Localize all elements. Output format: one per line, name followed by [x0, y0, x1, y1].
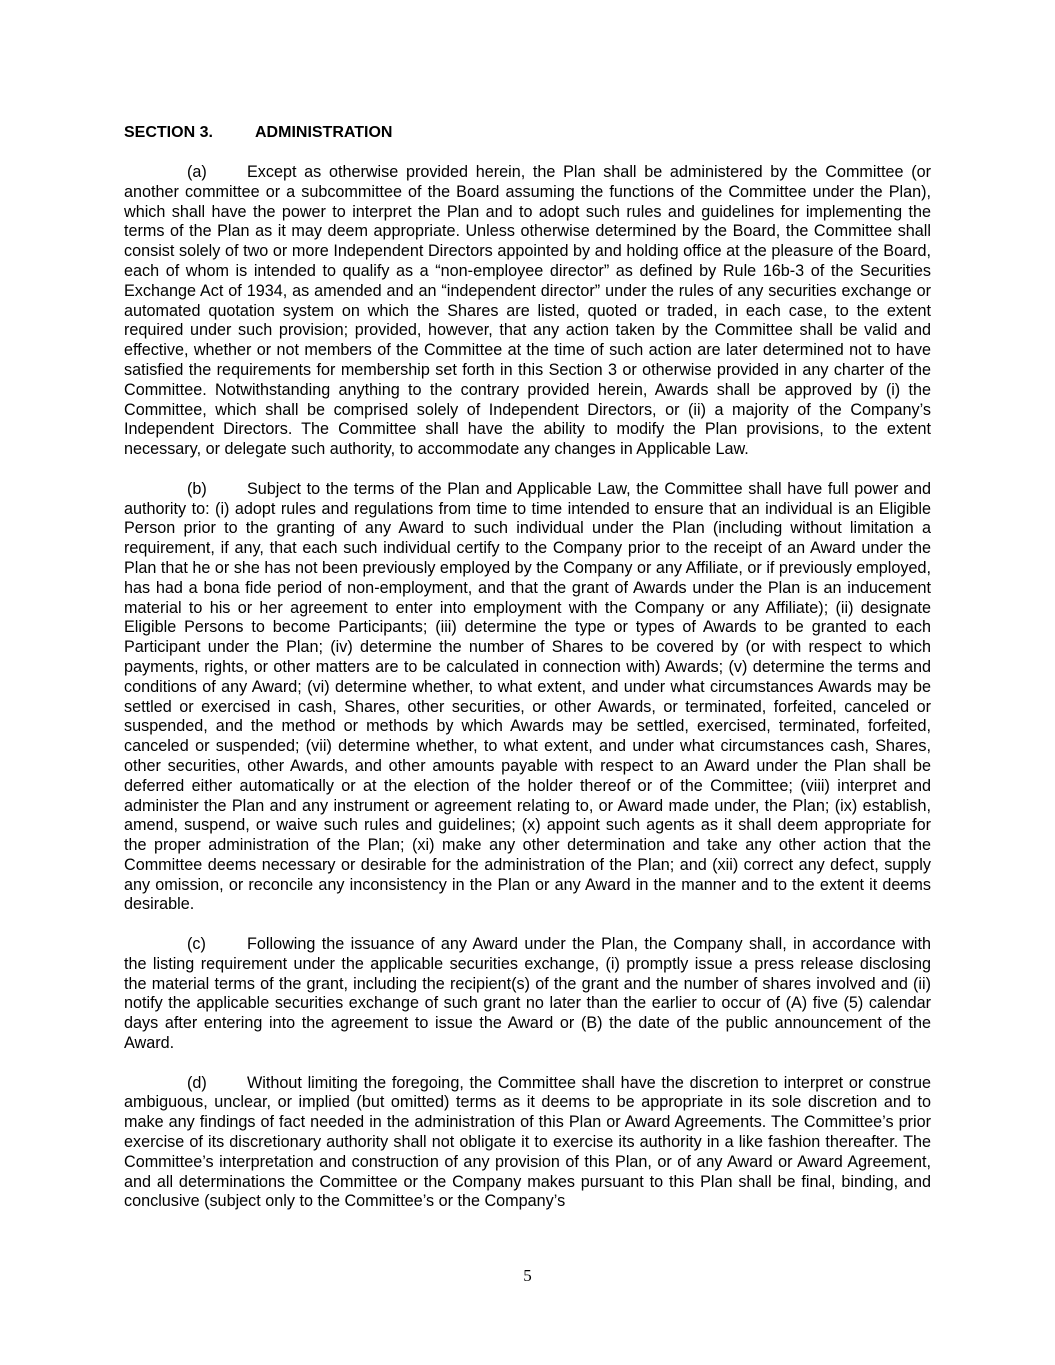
paragraph-c — [124, 935, 931, 1054]
paragraph-label: (c) — [187, 935, 206, 954]
document-page — [124, 123, 931, 1232]
paragraph-d — [124, 1074, 931, 1213]
paragraph-b — [124, 480, 931, 916]
paragraph-label: (a) — [187, 163, 207, 181]
paragraph-text: Following the issuance of any Award under the Plan, the Company shall, in accordance with the listing requirement under the applicable securities exchange, (i) promptly issue a press release disclosing the material terms of the grant, including the recipient(s) of the grant and the number of shares involved and (ii) notify the applicable securities exchange of such grant no later than the earlier to occur of (A) five (5) calendar days after entering into the agreement to issue the Award or (B) the date of the public announcement of the Award. — [124, 935, 931, 1053]
section-title: ADMINISTRATION — [255, 124, 393, 141]
section-heading — [124, 123, 931, 143]
page-number: 5 — [523, 1266, 532, 1285]
section-number: SECTION 3. — [124, 124, 213, 141]
paragraph-label: (b) — [187, 479, 207, 498]
paragraph-label: (d) — [187, 1073, 207, 1092]
paragraph-a — [124, 163, 931, 460]
paragraph-text: Without limiting the foregoing, the Committee shall have the discretion to interpret or construe ambiguous, unclear, or implied (but omitted) terms as it deems to be appropriate in its sole discretion and to make any findings of fact needed in the administration of this Plan or Award Agreements. The Committee’s prior exercise of its discretionary authority shall not obligate it to exercise its authority in a like fashion thereafter. The Committee’s interpretation and construction of any provision of this Plan, or of any Award or Award Agreement, and all determinations the Committee or the Company makes pursuant to this Plan shall be final, binding, and conclusive (subject only to the Committee’s or the Company’s — [124, 1073, 931, 1211]
paragraph-text: Except as otherwise provided herein, the Plan shall be administered by the Committee (or another committee or a subcommittee of the Board assuming the functions of the Committee under the Plan), which shall have the power to interpret the Plan and to adopt such rules and guidelines for implementing the terms of the Plan as it may deem appropriate. Unless otherwise determined by the Board, the Committee shall consist solely of two or more Independent Directors appointed by and holding office at the pleasure of the Board, each of whom is intended to qualify as a “non-employee director” as defined by Rule 16b-3 of the Securities Exchange Act of 1934, as amended and an “independent director” under the rules of any securities exchange or automated quotation system on which the Shares are listed, quoted or traded, in each case, to the extent required under such provision; provided, however, that any action taken by the Committee shall be valid and effective, whether or not members of the Committee at the time of such action are later determined not to have satisfied the requirements for membership set forth in this Section 3 or otherwise provided in any charter of the Committee. Notwithstanding anything to the contrary provided herein, Awards shall be approved by (i) the Committee, which shall be comprised solely of Independent Directors, or (ii) a majority of the Company’s Independent Directors. The Committee shall have the ability to modify the Plan provisions, to the extent necessary, or delegate such authority, to accommodate any changes in Applicable Law. — [124, 163, 931, 459]
paragraph-text: Subject to the terms of the Plan and Applicable Law, the Committee shall have full power and authority to: (i) adopt rules and regulations from time to time intended to ensure that an individual is an Eligible Person prior to the granting of any Award to such individual under the Plan (including without limitation a requirement, if any, that each such individual certify to the Company prior to the receipt of an Award under the Plan that he or she has not been previously employed by the Company or any Affiliate, or if previously employed, has had a bona fide period of non-employment, and that the grant of Awards under the Plan is an inducement material to his or her agreement to enter into employment with the Company or any Affiliate); (ii) designate Eligible Persons to become Participants; (iii) determine the type or types of Awards to be granted to each Participant under the Plan; (iv) determine the number of Shares to be covered by (or with respect to which payments, rights, or other matters are to be calculated in connection with) Awards; (v) determine the terms and conditions of any Award; (vi) determine whether, to what extent, and under what circumstances Awards may be settled or exercised in cash, Shares, other securities, or other Awards, or terminated, forfeited, canceled or suspended, and the method or methods by which Awards may be settled, exercised, terminated, forfeited, canceled or suspended; (vii) determine whether, to what extent, and under what circumstances cash, Shares, other securities, other Awards, and other amounts payable with respect to an Award under the Plan shall be deferred either automatically or at the election of the holder thereof or of the Committee; (viii) interpret and administer the Plan and any instrument or agreement relating to, or Award made under, the Plan; (ix) establish, amend, suspend, or waive such rules and guidelines; (x) appoint such agents as it shall deem appropriate for the proper administration of the Plan; (xi) make any other determination and take any other action that the Committee deems necessary or desirable for the administration of the Plan; and (xii) correct any defect, supply any omission, or reconcile any inconsistency in the Plan or any Award in the manner and to the extent it deems desirable. — [124, 479, 931, 914]
